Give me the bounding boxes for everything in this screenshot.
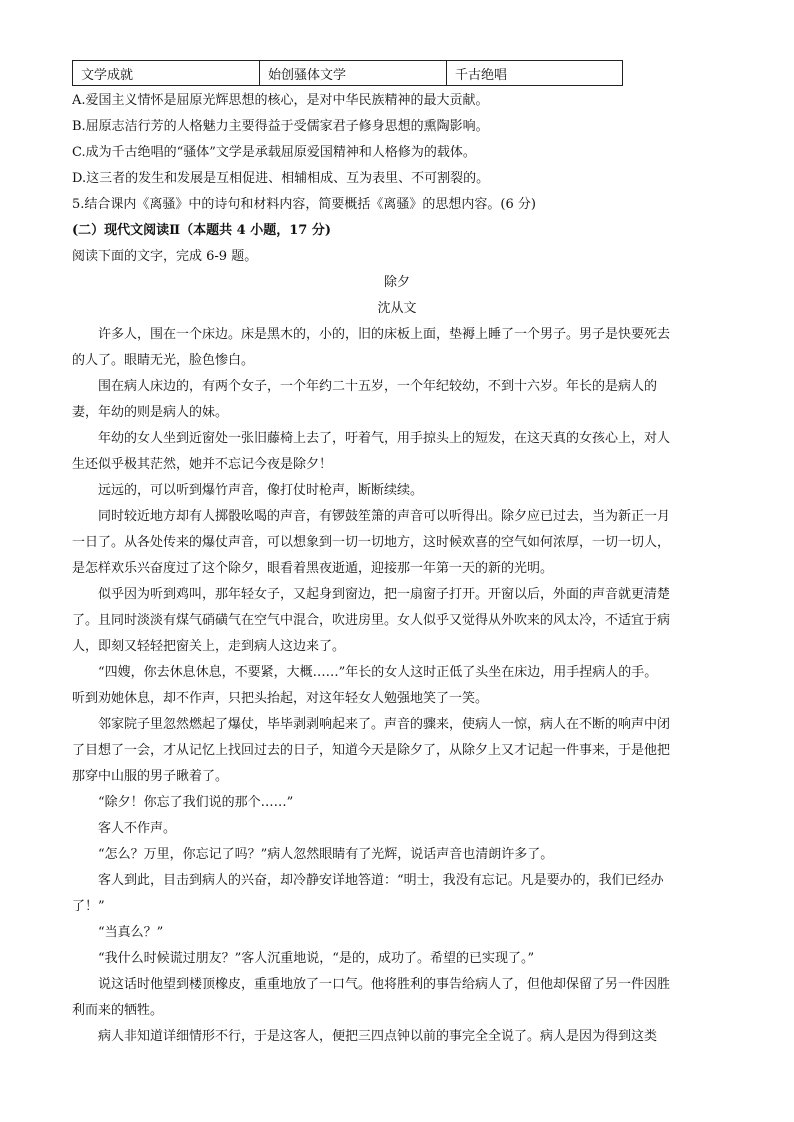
article-line: 听到劝她休息，却不作声，只把头抬起，对这年轻女人勉强地笑了一笑。 — [72, 691, 489, 706]
option-d: D.这三者的发生和发展是互相促进、相辅相成、互为表里、不可割裂的。 — [72, 171, 490, 186]
article-line: “怎么？万里，你忘记了吗？”病人忽然眼睛有了光辉，说话声音也清朗许多了。 — [98, 847, 554, 862]
article-line: 同时较近地方却有人掷骰吆喝的声音，有锣鼓笙箫的声音可以听得出。除夕应已过去，当为新正一月 — [98, 509, 671, 524]
article-line: 客人不作声。 — [98, 821, 177, 836]
article-line: 病人非知道详细情形不行，于是这客人，便把三四点钟以前的事完全全说了。病人是因为得到这类 — [98, 1029, 658, 1044]
article-line: 了目想了一会，才从记忆上找回过去的日子，知道今天是除夕了，从除夕上又才记起一件事来，于是他把 — [72, 743, 671, 758]
article-line: 一日了。从各处传来的爆仗声音，可以想象到一切一切地方，这时候欢喜的空气如何浓厚，一切一切人， — [72, 535, 671, 550]
article-line: “当真么？” — [98, 925, 164, 940]
article-line: 远远的，可以听到爆竹声音，像打仗时枪声，断断续续。 — [98, 483, 424, 498]
section-title: (二）现代文阅读Ⅱ（本题共 4 小题，17 分) — [72, 223, 331, 238]
question-5: 5.结合课内《离骚》中的诗句和材料内容，简要概括《离骚》的思想内容。(6 分) — [72, 197, 536, 212]
article-line: 利而来的牺牲。 — [72, 1003, 164, 1018]
article-line: 邻家院子里忽然燃起了爆仗，毕毕剥剥响起来了。声音的骤来，使病人一惊，病人在不断的响声中闭 — [98, 717, 671, 732]
option-a: A.爱国主义情怀是屈原光辉思想的核心，是对中华民族精神的最大贡献。 — [72, 93, 489, 108]
table-cell: 始创骚体文学 — [260, 61, 447, 86]
article-line: 的人了。眼睛无光，脸色惨白。 — [72, 353, 255, 368]
table-row — [73, 61, 623, 86]
article-line: 似乎因为听到鸡叫，那年轻女子，又起身到窗边，把一扇窗子打开。开窗以后，外面的声音就更清楚 — [98, 587, 671, 602]
article-line: 说这话时他望到楼顶橡皮，重重地放了一口气。他将胜利的事告给病人了，但他却保留了另一件因胜 — [98, 977, 671, 992]
instruction: 阅读下面的文字，完成 6-9 题。 — [72, 249, 258, 264]
article-line: 年幼的女人坐到近窗处一张旧藤椅上去了，吁着气，用手掠头上的短发，在这天真的女孩心上，对人 — [98, 431, 671, 446]
article-author: 沈从文 — [377, 301, 417, 316]
article-line: “我什么时候谎过朋友？”客人沉重地说，“是的，成功了。希望的已实现了。” — [98, 951, 535, 966]
article-line: 那穿中山服的男子瞅着了。 — [72, 769, 229, 784]
article-line: 了。且同时淡淡有煤气硝磺气在空气中混合，吹进房里。女人似乎又觉得从外吹来的风太冷，不适宜于病 — [72, 613, 671, 628]
article-line: 围在病人床边的，有两个女子，一个年约二十五岁，一个年纪较幼，不到十六岁。年长的是病人的 — [98, 379, 658, 394]
article-line: 客人到此，目击到病人的兴奋，却冷静安详地答道：“明士，我没有忘记。凡是要办的，我们已经办 — [98, 873, 664, 888]
article-line: 人，即刻又轻轻把窗关上，走到病人这边来了。 — [72, 639, 346, 654]
article-line: 妻，年幼的则是病人的妹。 — [72, 405, 229, 420]
table-cell: 文学成就 — [73, 61, 260, 86]
article-line: “四嫂，你去休息休息，不要紧，大概……”年长的女人这时正低了头坐在床边，用手捏病人的手。 — [98, 665, 658, 680]
table-cell: 千古绝唱 — [447, 61, 623, 86]
option-b: B.屈原志洁行芳的人格魅力主要得益于受儒家君子修身思想的熏陶影响。 — [72, 119, 489, 134]
article-line: 许多人，围在一个床边。床是黑木的，小的，旧的床板上面，垫褥上睡了一个男子。男子是快要死去 — [98, 327, 671, 342]
option-c: C.成为千古绝唱的“骚体”文学是承载屈原爱国精神和人格修为的载体。 — [72, 145, 476, 160]
article-line: 生还似乎极其茫然，她并不忘记今夜是除夕！ — [72, 457, 333, 472]
article-line: “除夕！你忘了我们说的那个……” — [98, 795, 294, 810]
summary-table — [72, 60, 623, 86]
article-line: 了！” — [72, 899, 105, 914]
article-line: 是怎样欢乐兴奋度过了这个除夕，眼看着黑夜逝遁，迎接那一年第一天的新的光明。 — [72, 561, 554, 576]
article-title: 除夕 — [383, 275, 410, 290]
